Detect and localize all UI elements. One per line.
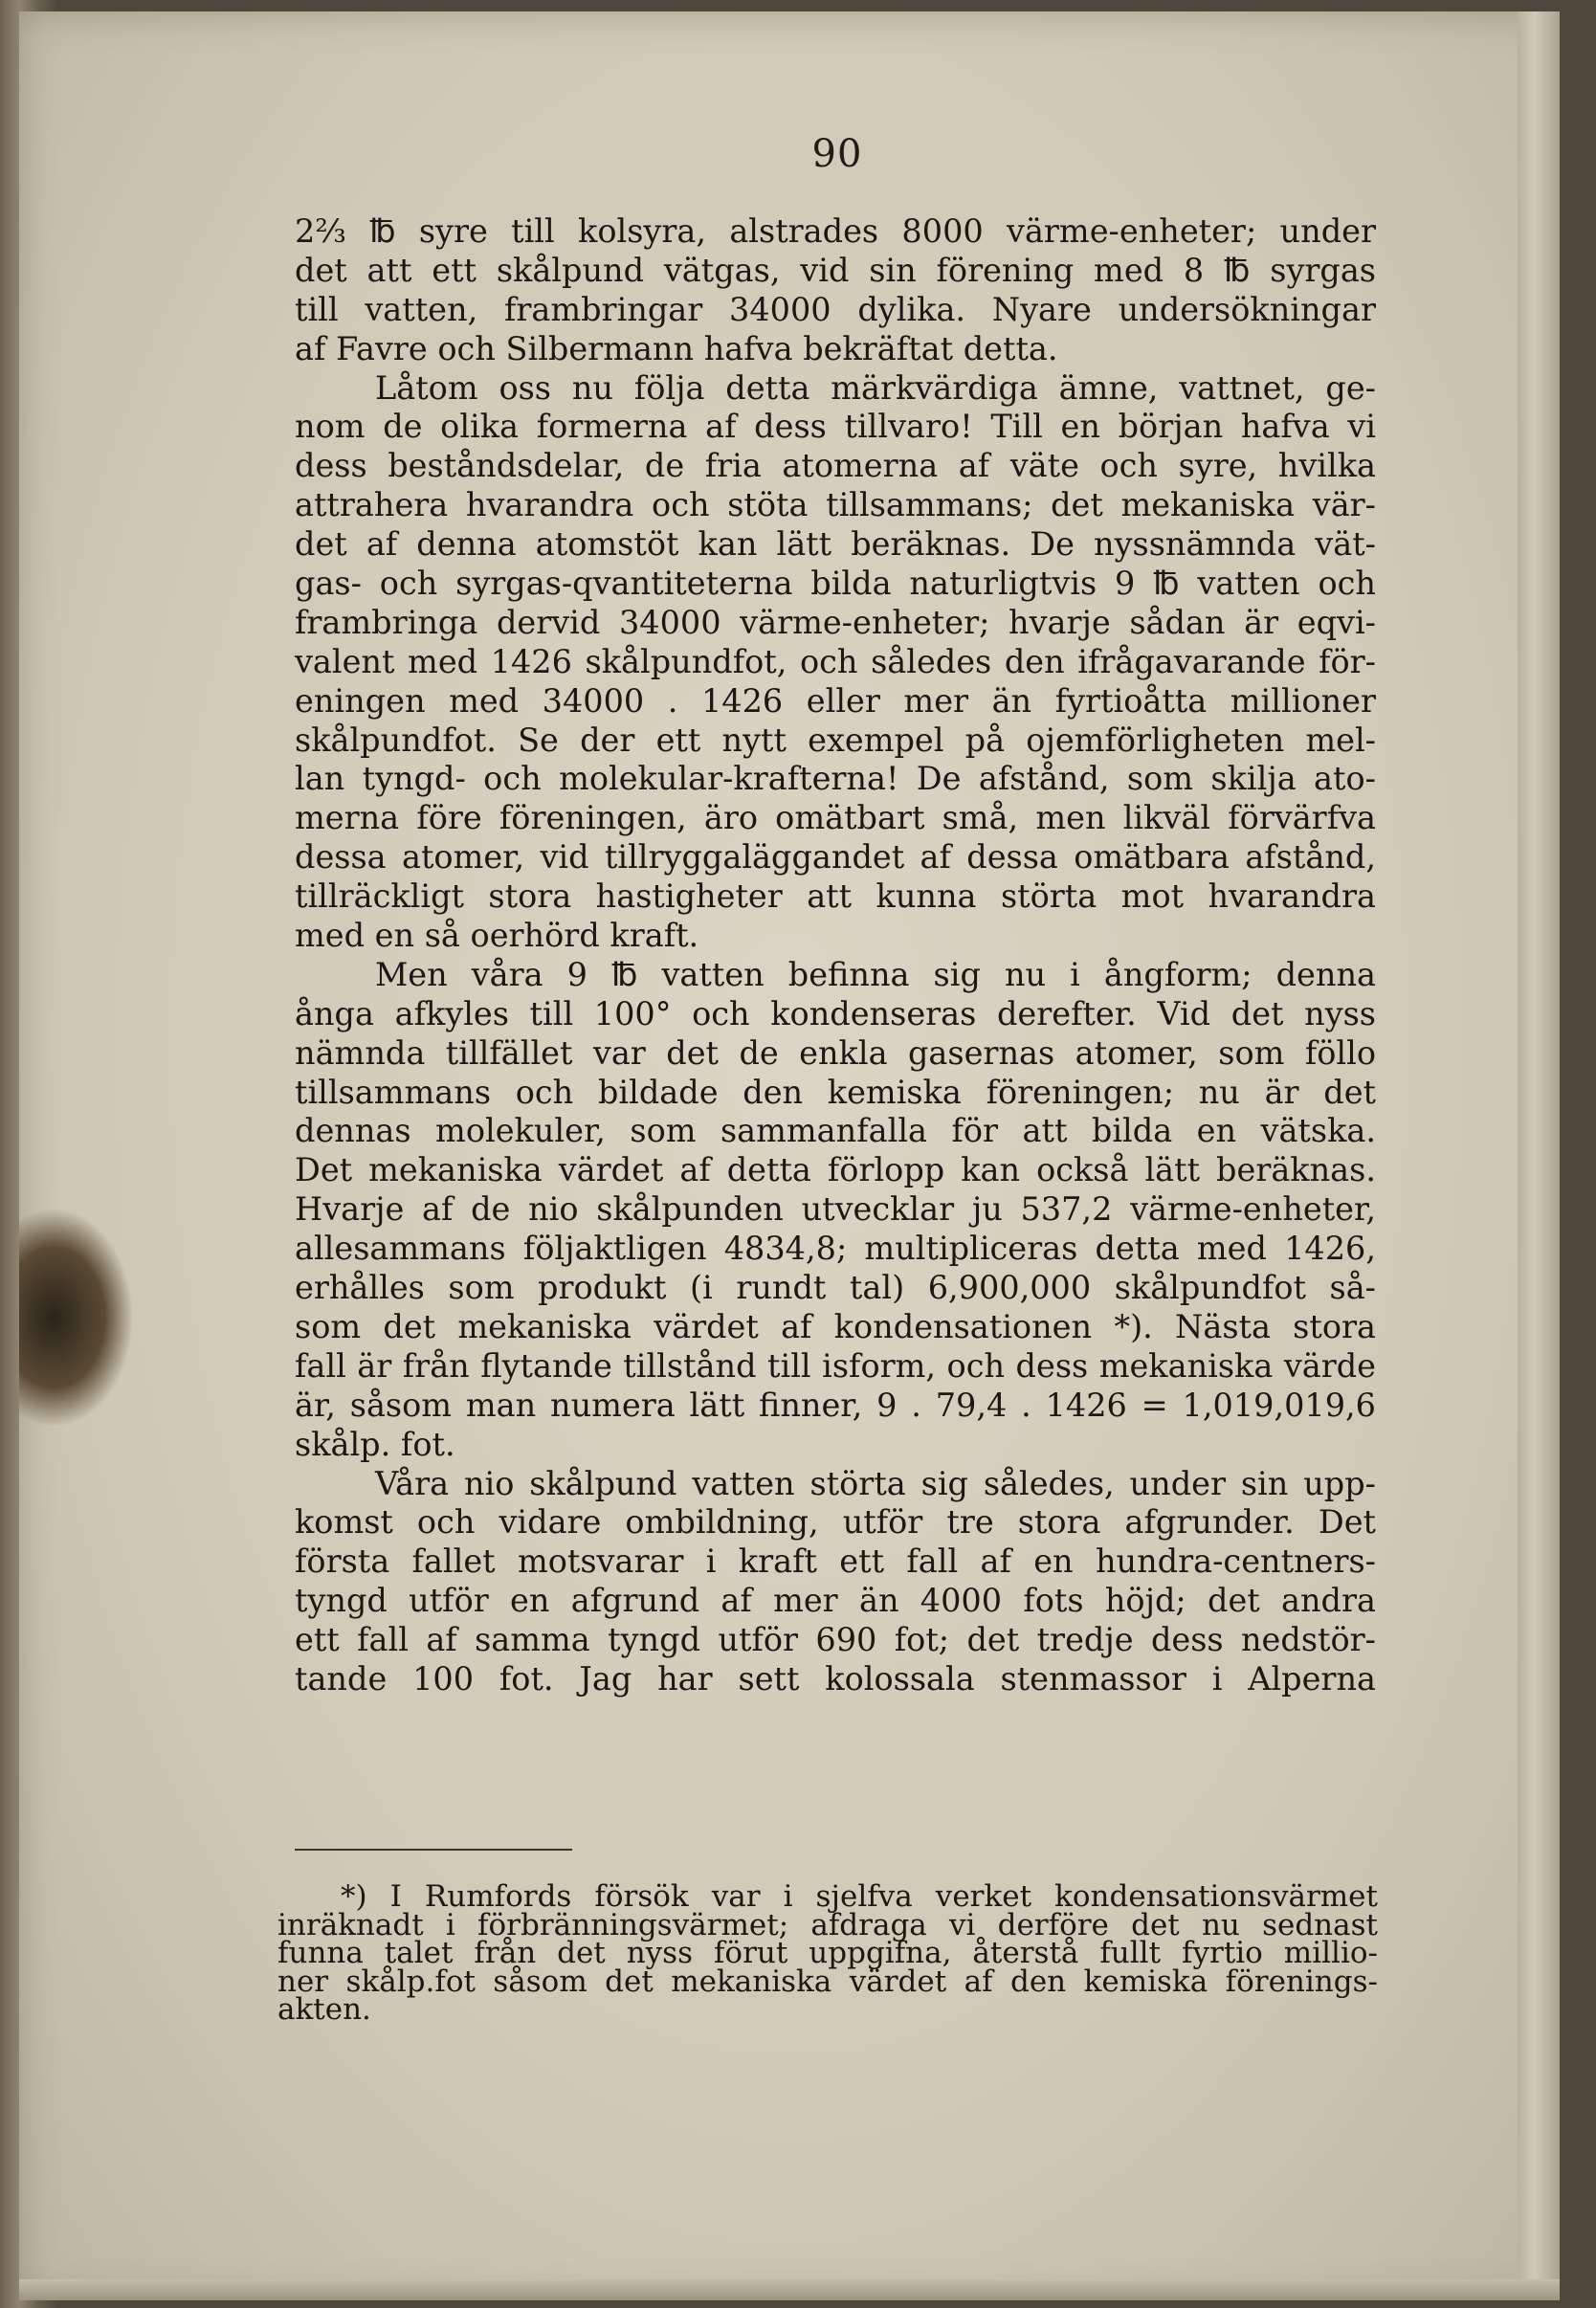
footnote-line: funna talet från det nyss förut uppgifna, återstå fullt fyrtio millio- [277,1936,1378,1970]
text-line: skålpundfot. Se der ett nytt exempel på ojemförligheten mel- [295,721,1376,759]
text-line: ånga afkyles till 100° och kondenseras derefter. Vid det nyss [295,994,1376,1032]
text-line: det af denna atomstöt kan lätt beräknas. De nyssnämnda vät- [295,525,1376,564]
text-line: Hvarje af de nio skålpunden utvecklar ju 537,2 värme-enheter, [295,1190,1376,1229]
footnote-line: inräknadt i förbränningsvärmet; afdraga vi derföre det nu sednast [277,1907,1378,1942]
footnote [277,1879,1378,2027]
text-line: är, såsom man numera lätt finner, 9 . 79,4 . 1426 = 1,019,019,6 [295,1386,1376,1424]
text-line: tande 100 fot. Jag har sett kolossala stenmassor i Alperna [295,1659,1376,1698]
footnote-divider [295,1849,572,1851]
text-line: merna före föreningen, äro omätbart små, men likväl förvärfva [295,799,1376,837]
page-number: 90 [811,132,863,176]
text-line: Låtom oss nu följa detta märkvärdiga ämne, vattnet, ge- [375,368,1376,407]
text-line: tillräckligt stora hastigheter att kunna störta mot hvarandra [295,877,1376,916]
text-line: dess beståndsdelar, de fria atomerna af väte och syre, hvilka [295,447,1376,485]
text-line: nom de olika formerna af dess tillvaro! Till en början hafva vi [295,408,1376,446]
text-line: erhålles som produkt (i rundt tal) 6,900,000 skålpundfot så- [295,1269,1376,1307]
text-line: Det mekaniska värdet af detta förlopp kan också lätt beräknas. [295,1151,1376,1189]
binding-stain [19,1208,134,1428]
text-line: som det mekaniska värdet af kondensationen *). Nästa stora [295,1307,1376,1345]
text-line: tyngd utför en afgrund af mer än 4000 fots höjd; det andra [295,1582,1376,1620]
text-line: Våra nio skålpund vatten störta sig således, under sin upp- [375,1464,1376,1502]
text-line: valent med 1426 skålpundfot, och således den ifrågavarande för- [295,642,1376,680]
text-line: lan tyngd- och molekular-krafterna! De afstånd, som skilja ato- [295,760,1376,798]
text-line: med en så oerhörd kraft. [295,917,699,955]
text-line: första fallet motsvarar i kraft ett fall af en hundra-centners- [295,1542,1376,1581]
page-bottom-edge [19,2279,1560,2300]
page-edge-shadow [1518,11,1560,2300]
footnote-line: ner skålp.fot såsom det mekaniska värdet af den kemiska förenings- [277,1964,1378,1999]
text-line: till vatten, frambringar 34000 dylika. Nyare undersökningar [295,290,1376,328]
text-line: attrahera hvarandra och stöta tillsammans; det mekaniska vär- [295,486,1376,524]
text-line: nämnda tillfället var det de enkla gasernas atomer, som föllo [295,1033,1376,1072]
text-line: skålp. fot. [295,1425,455,1463]
text-line: tillsammans och bildade den kemiska föreningen; nu är det [295,1073,1376,1111]
text-line: eningen med 34000 . 1426 eller mer än fyrtioåtta millioner [295,681,1376,720]
footnote-line: akten. [277,1992,371,2027]
text-line: Men våra 9 ℔ vatten befinna sig nu i ångform; denna [375,955,1376,993]
text-line: dessa atomer, vid tillryggaläggandet af dessa omätbara afstånd, [295,838,1376,877]
text-line: 2⅔ ℔ syre till kolsyra, alstrades 8000 värme-enheter; under [295,212,1376,250]
text-line: ett fall af samma tyngd utför 690 fot; det tredje dess nedstör- [295,1621,1376,1659]
footnote-line: *) I Rumfords försök var i sjelfva verket kondensationsvärmet [341,1879,1378,1914]
text-line: allesammans följaktligen 4834,8; multipliceras detta med 1426, [295,1230,1376,1268]
text-line: dennas molekuler, som sammanfalla för att bilda en vätska. [295,1112,1376,1150]
text-line: komst och vidare ombildning, utför tre stora afgrunder. Det [295,1503,1376,1542]
text-line: gas- och syrgas-qvantiteterna bilda naturligtvis 9 ℔ vatten och [295,565,1376,603]
text-line: af Favre och Silbermann hafva bekräftat detta. [295,329,1058,367]
text-line: fall är från flytande tillstånd till isform, och dess mekaniska värde [295,1346,1376,1385]
text-line: frambringa dervid 34000 värme-enheter; hvarje sådan är eqvi- [295,603,1376,641]
text-line: det att ett skålpund vätgas, vid sin förening med 8 ℔ syrgas [295,251,1376,289]
main-text [295,212,1376,1699]
